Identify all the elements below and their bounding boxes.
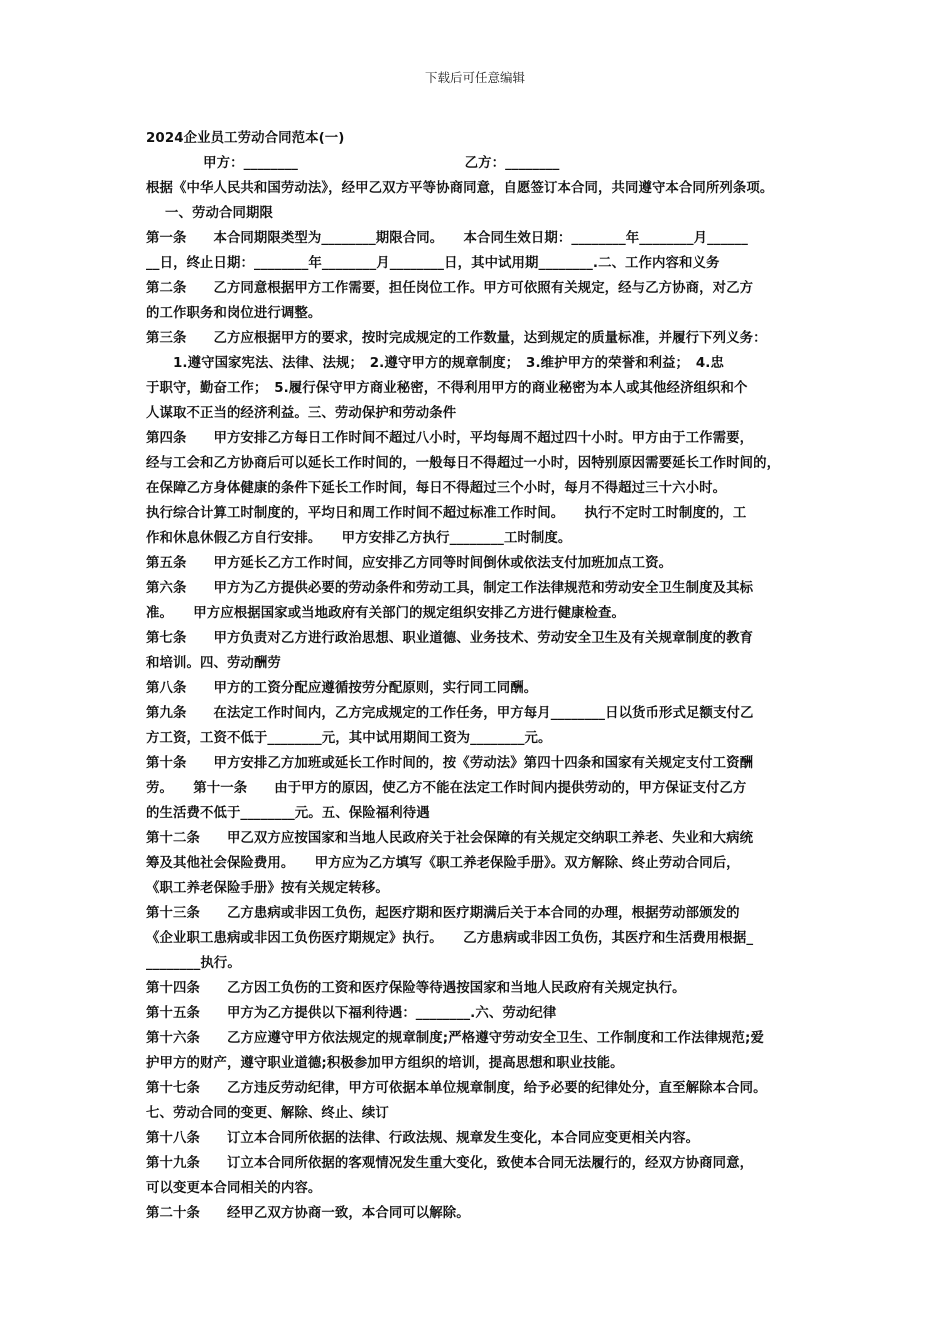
clause-line: 筹及其他社会保险费用。 甲方应为乙方填写《职工养老保险手册》。双方解除、终止劳动合同后， [146, 856, 740, 871]
clause-line: 《职工养老保险手册》按有关规定转移。 [146, 881, 389, 896]
section-heading: 一、劳动合同期限 [146, 206, 273, 221]
section-heading: 七、劳动合同的变更、解除、终止、续订 [146, 1106, 389, 1121]
clause-line: 第十条 甲方安排乙方加班或延长工作时间的，按《劳动法》第四十四条和国家有关规定支付工资酬 [146, 756, 754, 771]
clause-line: 准。 甲方应根据国家或当地政府有关部门的规定组织安排乙方进行健康检查。 [146, 606, 625, 621]
clause-line: 第四条 甲方安排乙方每日工作时间不超过八小时，平均每周不超过四十小时。甲方由于工作需要， [146, 431, 754, 446]
clause-line: 第六条 甲方为乙方提供必要的劳动条件和劳动工具，制定工作法律规范和劳动安全卫生制度及其标 [146, 581, 754, 596]
clause-line: 可以变更本合同相关的内容。 [146, 1181, 322, 1196]
preamble: 根据《中华人民共和国劳动法》，经甲乙双方平等协商同意，自愿签订本合同，共同遵守本合同所列条项。 [146, 181, 774, 196]
clause-line: 人谋取不正当的经济利益。三、劳动保护和劳动条件 [146, 406, 457, 421]
clause-line: 第十六条 乙方应遵守甲方依法规定的规章制度;严格遵守劳动安全卫生、工作制度和工作法律规范;爱 [146, 1031, 764, 1046]
clause-line: 第三条 乙方应根据甲方的要求，按时完成规定的工作数量，达到规定的质量标准，并履行下列义务： [146, 331, 767, 346]
clause-line: 护甲方的财产，遵守职业道德;积极参加甲方组织的培训，提高思想和职业技能。 [146, 1056, 624, 1071]
clause-line: __日，终止日期：________年________月________日，其中试用期________.二、工作内容和义务 [146, 256, 720, 271]
clause-line: 在保障乙方身体健康的条件下延长工作时间，每日不得超过三个小时，每月不得超过三十六小时。 [146, 481, 727, 496]
clause-line: 第十三条 乙方患病或非因工负伤，起医疗期和医疗期满后关于本合同的办理，根据劳动部颁发的 [146, 906, 740, 921]
clause-line: 1.遵守国家宪法、法律、法规； 2.遵守甲方的规章制度； 3.维护甲方的荣誉和利益； 4.忠 [146, 356, 724, 371]
clause-line: 执行综合计算工时制度的，平均日和周工作时间不超过标准工作时间。 执行不定时工时制度的，工 [146, 506, 747, 521]
clause-line: 第二十条 经甲乙双方协商一致，本合同可以解除。 [146, 1206, 470, 1221]
clause-line: 第九条 在法定工作时间内，乙方完成规定的工作任务，甲方每月________日以货币形式足额支付乙 [146, 706, 754, 721]
clause-line: 《企业职工患病或非因工负伤医疗期规定》执行。 乙方患病或非因工负伤，其医疗和生活费用根据_ [146, 931, 754, 946]
clause-line: 第二条 乙方同意根据甲方工作需要，担任岗位工作。甲方可依照有关规定，经与乙方协商，对乙方 [146, 281, 754, 296]
clause-line: 第五条 甲方延长乙方工作时间，应安排乙方同等时间倒休或依法支付加班加点工资。 [146, 556, 673, 571]
parties-line: 甲方：________ 乙方：________ [146, 156, 560, 171]
clause-line: 第七条 甲方负责对乙方进行政治思想、职业道德、业务技术、劳动安全卫生及有关规章制度的教育 [146, 631, 754, 646]
clause-line: 和培训。四、劳动酬劳 [146, 656, 281, 671]
clause-line: 方工资，工资不低于________元，其中试用期间工资为________元。 [146, 731, 552, 746]
clause-line: 第十二条 甲乙双方应按国家和当地人民政府关于社会保障的有关规定交纳职工养老、失业和大病统 [146, 831, 754, 846]
clause-line: ________执行。 [146, 956, 241, 971]
clause-line: 作和休息休假乙方自行安排。 甲方安排乙方执行________工时制度。 [146, 531, 572, 546]
clause-line: 的生活费不低于________元。五、保险福利待遇 [146, 806, 430, 821]
contract-title: 2024企业员工劳动合同范本(一) [146, 131, 345, 146]
clause-line: 的工作职务和岗位进行调整。 [146, 306, 322, 321]
clause-line: 第十五条 甲方为乙方提供以下福利待遇：________.六、劳动纪律 [146, 1006, 557, 1021]
clause-line: 第十九条 订立本合同所依据的客观情况发生重大变化，致使本合同无法履行的，经双方协商同意， [146, 1156, 754, 1171]
clause-line: 经与工会和乙方协商后可以延长工作时间的，一般每日不得超过一小时，因特别原因需要延长工作时间的， [146, 456, 781, 471]
clause-line: 第十七条 乙方违反劳动纪律，甲方可依据本单位规章制度，给予必要的纪律处分，直至解除本合同。 [146, 1081, 767, 1096]
clause-line: 劳。 第十一条 由于甲方的原因，使乙方不能在法定工作时间内提供劳动的，甲方保证支付乙方 [146, 781, 747, 796]
clause-line: 第十八条 订立本合同所依据的法律、行政法规、规章发生变化，本合同应变更相关内容。 [146, 1131, 700, 1146]
clause-line: 于职守，勤奋工作； 5.履行保守甲方商业秘密，不得利用甲方的商业秘密为本人或其他经济组织和个 [146, 381, 748, 396]
clause-line: 第一条 本合同期限类型为________期限合同。 本合同生效日期：________年________月______ [146, 231, 748, 246]
clause-line: 第八条 甲方的工资分配应遵循按劳分配原则，实行同工同酬。 [146, 681, 538, 696]
download-note: 下载后可任意编辑 [424, 70, 525, 85]
clause-line: 第十四条 乙方因工负伤的工资和医疗保险等待遇按国家和当地人民政府有关规定执行。 [146, 981, 686, 996]
